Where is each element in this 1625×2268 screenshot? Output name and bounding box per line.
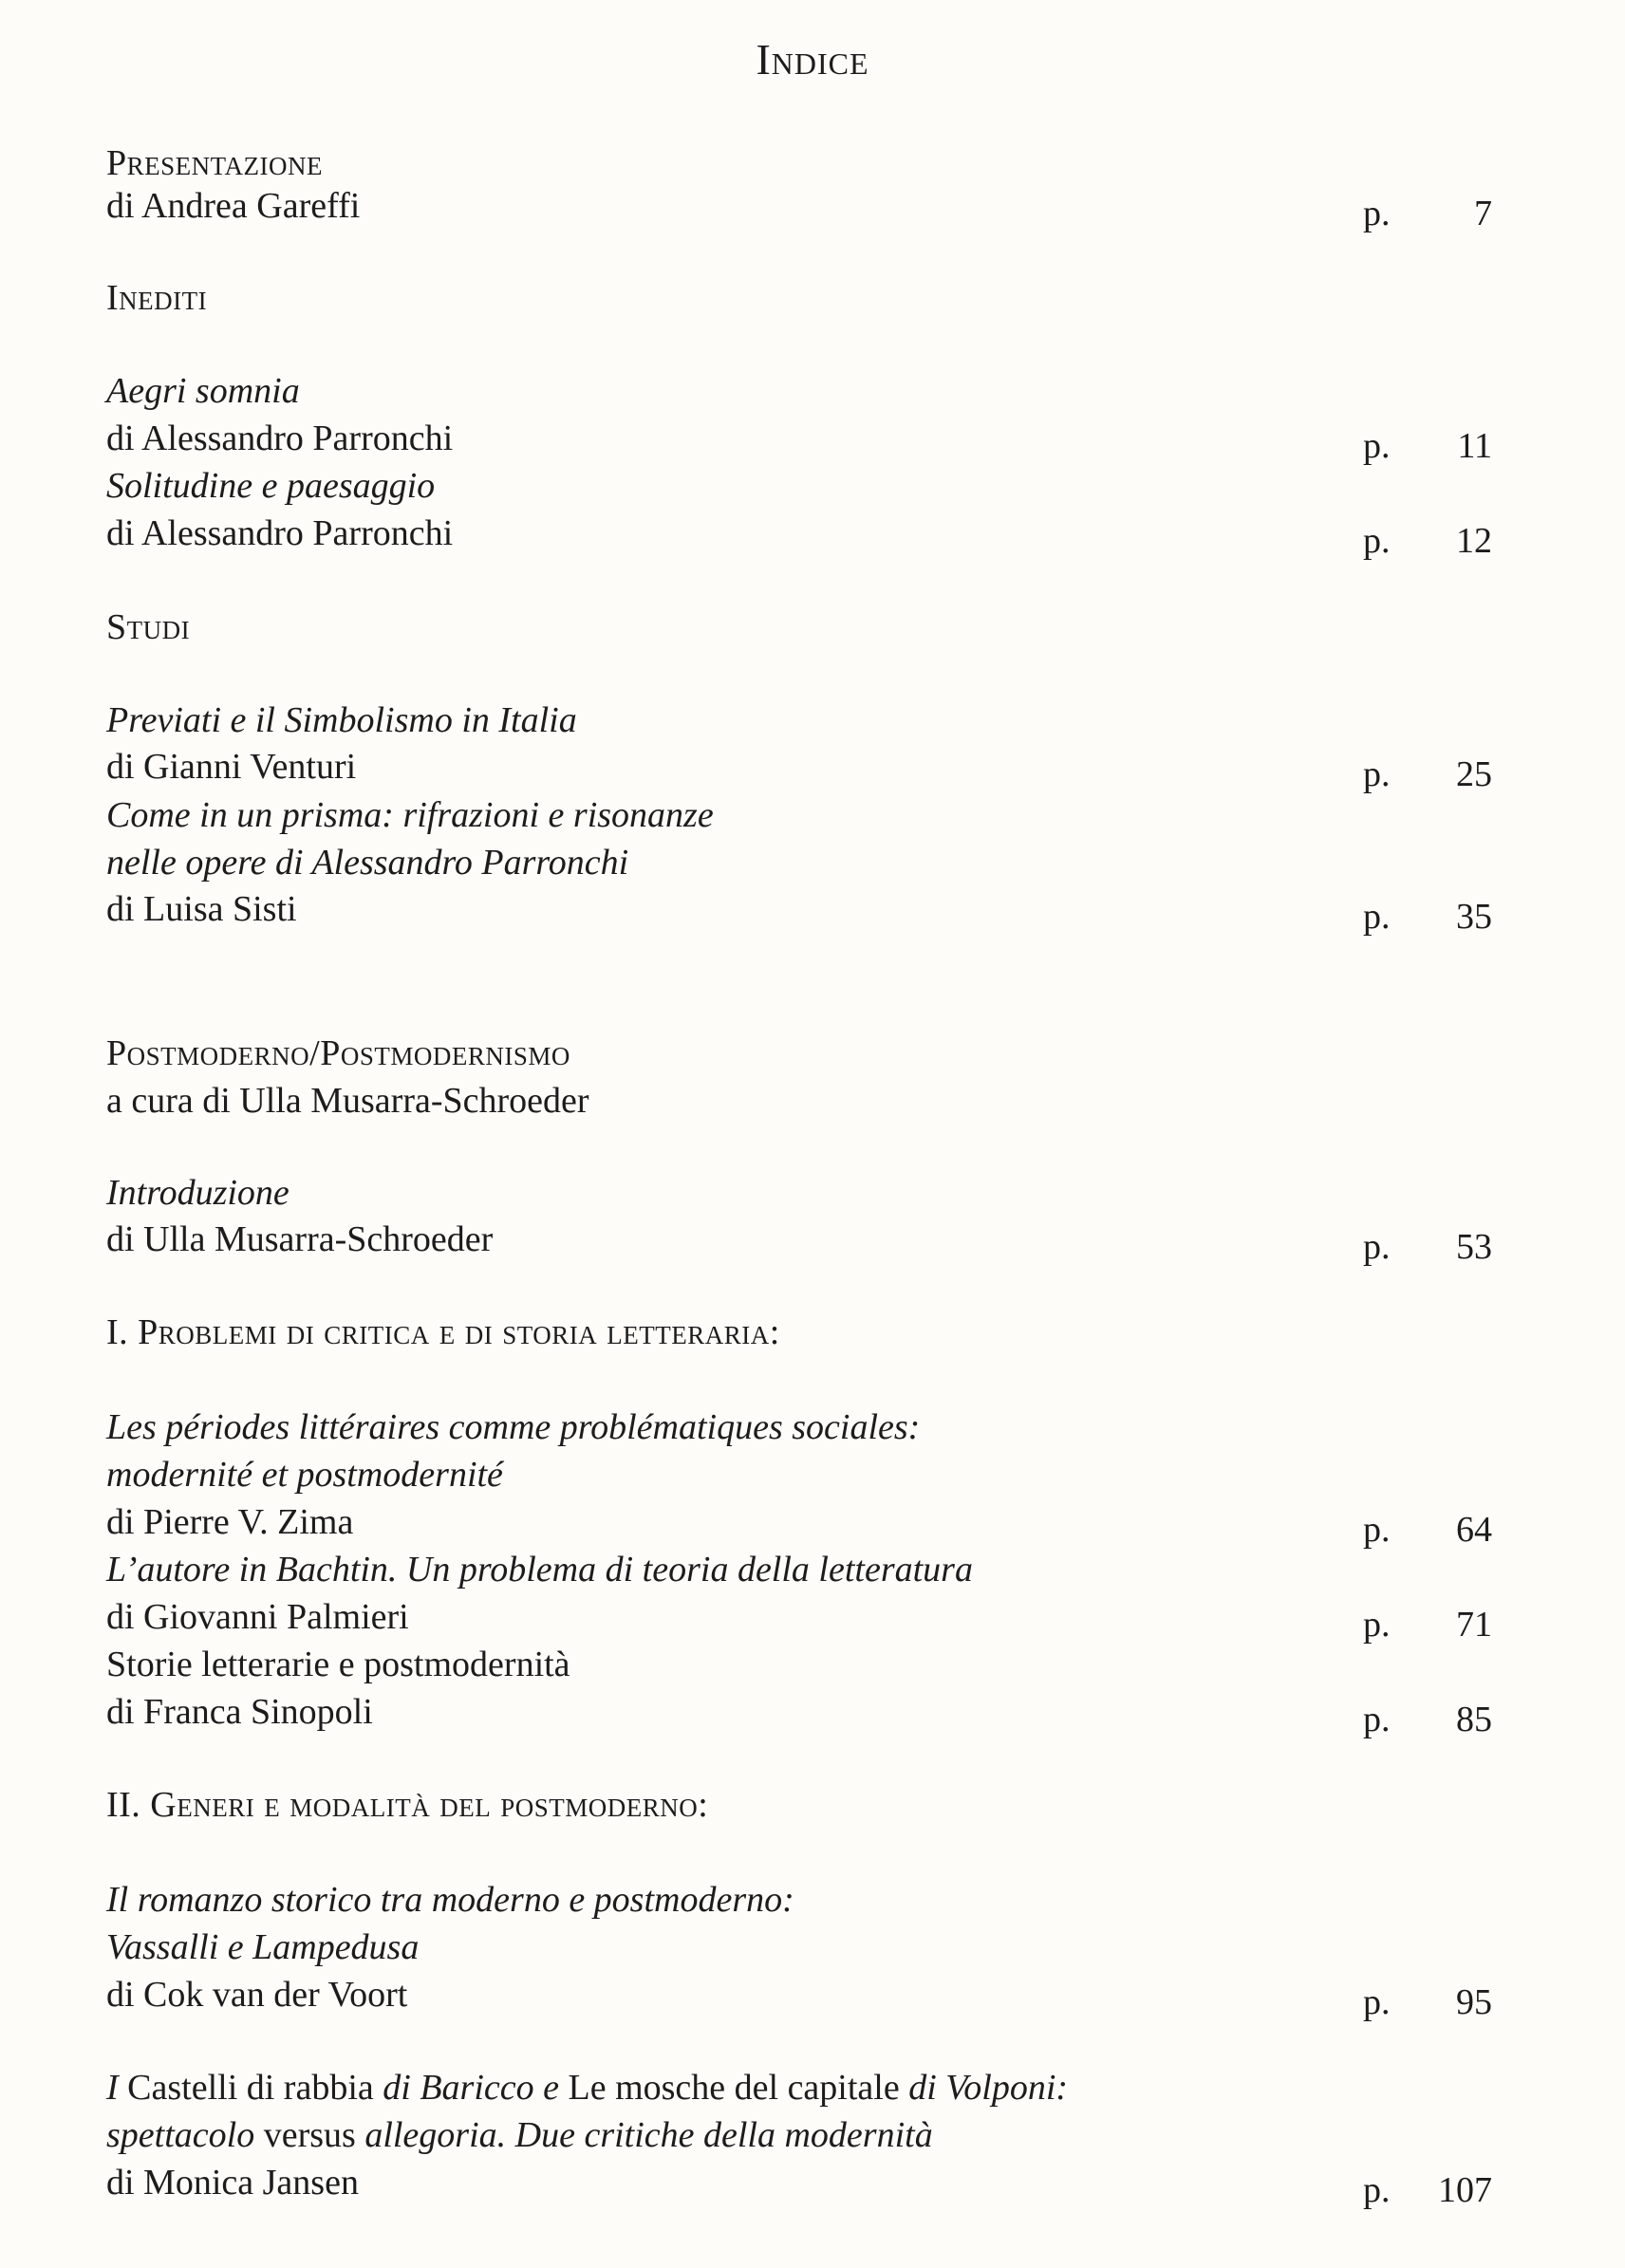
index-line: a cura di Ulla Musarra-Schroeder — [106, 1081, 589, 1121]
page-number: 7 — [1474, 194, 1492, 233]
index-line-segment: I — [106, 2068, 128, 2108]
index-line: Inediti — [106, 278, 208, 318]
index-line-segment: spettacolo — [106, 2115, 255, 2155]
page-number: 85 — [1456, 1700, 1492, 1739]
page-prefix: p. — [1363, 754, 1391, 794]
page-prefix: p. — [1363, 1982, 1391, 2022]
index-line — [106, 2065, 1068, 2110]
index-line: di Alessandro Parronchi — [106, 418, 454, 458]
index-line: Aegri somnia — [106, 371, 300, 411]
page-number: 25 — [1456, 754, 1492, 794]
page-prefix: p. — [1363, 194, 1391, 233]
index-line: Storie letterarie e postmodernità — [106, 1645, 570, 1684]
index-line: nelle opere di Alessandro Parronchi — [106, 843, 629, 883]
index-line: Introduzione — [106, 1173, 290, 1213]
index-line: Solitudine e paesaggio — [106, 466, 436, 506]
index-line: Studi — [106, 607, 191, 647]
index-line: modernité et postmodernité — [106, 1455, 503, 1495]
page-number: 71 — [1456, 1605, 1492, 1645]
index-line-segment: di Baricco e — [373, 2068, 569, 2108]
page-prefix: p. — [1363, 1510, 1391, 1550]
page-prefix: p. — [1363, 2170, 1391, 2210]
index-line: Presentazione — [106, 143, 323, 183]
index-line-segment: di Volponi: — [899, 2068, 1069, 2108]
page-number: 95 — [1456, 1982, 1492, 2022]
page-number: 12 — [1456, 521, 1492, 561]
index-line: di Luisa Sisti — [106, 889, 297, 929]
index-line: di Franca Sinopoli — [106, 1692, 373, 1732]
index-line: I. Problemi di critica e di storia letteraria: — [106, 1312, 780, 1352]
index-line — [106, 2112, 933, 2158]
index-line-segment: Castelli di rabbia — [127, 2068, 374, 2108]
index-line: Postmoderno/Postmodernismo — [106, 1033, 570, 1073]
page-number: 53 — [1456, 1227, 1492, 1267]
index-line: di Cok van der Voort — [106, 1975, 408, 2015]
page-prefix: p. — [1363, 1700, 1391, 1739]
index-line: Come in un prisma: rifrazioni e risonanze — [106, 795, 714, 835]
index-line: II. Generi e modalità del postmoderno: — [106, 1785, 709, 1825]
index-line: di Ulla Musarra-Schroeder — [106, 1219, 494, 1259]
index-line-segment: Le mosche del capitale — [568, 2068, 900, 2108]
index-line: Les périodes littéraires comme problématiques sociales: — [106, 1407, 921, 1447]
index-line: di Alessandro Parronchi — [106, 513, 454, 553]
index-line-segment: allegoria. Due critiche della modernità — [364, 2115, 933, 2155]
page-number: 35 — [1456, 897, 1492, 937]
index-line: di Gianni Venturi — [106, 747, 357, 787]
index-line: L’autore in Bachtin. Un problema di teoria della letteratura — [106, 1550, 973, 1589]
page-number: 64 — [1456, 1510, 1492, 1550]
page-number: 107 — [1438, 2170, 1492, 2210]
index-line-segment: versus — [254, 2115, 365, 2155]
index-line: di Andrea Gareffi — [106, 186, 361, 226]
index-line: di Giovanni Palmieri — [106, 1597, 409, 1637]
page-prefix: p. — [1363, 1227, 1391, 1267]
page-prefix: p. — [1363, 1605, 1391, 1645]
index-line: Vassalli e Lampedusa — [106, 1927, 420, 1967]
page-prefix: p. — [1363, 897, 1391, 937]
index-line: di Pierre V. Zima — [106, 1502, 354, 1542]
index-line: di Monica Jansen — [106, 2163, 359, 2203]
index-line: Previati e il Simbolismo in Italia — [106, 700, 577, 740]
page-number: 11 — [1457, 426, 1492, 466]
index-line: Il romanzo storico tra moderno e postmoderno: — [106, 1880, 794, 1920]
page-title: Indice — [756, 35, 869, 84]
page-prefix: p. — [1363, 521, 1391, 561]
page-prefix: p. — [1363, 426, 1391, 466]
